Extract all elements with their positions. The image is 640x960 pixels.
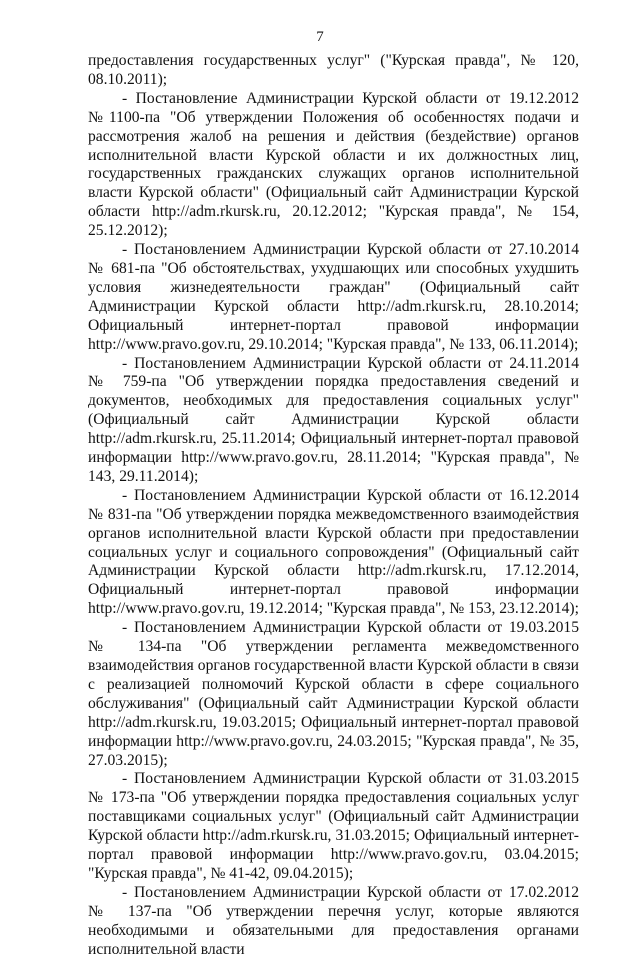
paragraph-resolution-173: - Постановлением Администрации Курской области от 31.03.2015 № 173-па "Об утверждении порядка предоставления социальных услуг поставщиками социальных услуг" (Официальный сайт Администрации Курской области http://adm.rkursk.ru, 31.03.2015; Официальный интернет-портал правовой информации http://www.pravo.gov.ru, 03.04.2015; "Курская правда", № 41-42, 09.04.2015); xyxy=(88,770,579,882)
paragraph-resolution-134: - Постановлением Администрации Курской области от 19.03.2015 № 134-па "Об утверждении регламента межведомственного взаимодействия органов государственной власти Курской области в связи с реализацией полномочий Курской области в сфере социального обслуживания" (Официальный сайт Администрации Курской области http://adm.rkursk.ru, 19.03.2015; Официальный интернет-портал правовой информации http://www.pravo.gov.ru, 24.03.2015; "Курская правда", № 35, 27.03.2015); xyxy=(88,619,579,769)
paragraph-resolution-681: - Постановлением Администрации Курской области от 27.10.2014 № 681-па "Об обстоятельствах, ухудшающих или способных ухудшить условия жизнедеятельности граждан" (Официальный сайт Администрации Курской области http://adm.rkursk.ru, 28.10.2014; Официальный интернет-портал правовой информации http://www.pravo.gov.ru, 29.10.2014; "Курская правда", № 133, 06.11.2014); xyxy=(88,241,579,353)
document-body xyxy=(88,52,579,960)
paragraph-resolution-759: - Постановлением Администрации Курской области от 24.11.2014 № 759-па "Об утверждении порядка предоставления сведений и документов, необходимых для предоставления социальных услуг" (Официальный сайт Администрации Курской области http://adm.rkursk.ru, 25.11.2014; Официальный интернет-портал правовой информации http://www.pravo.gov.ru, 28.11.2014; "Курская правда", № 143, 29.11.2014); xyxy=(88,354,579,485)
paragraph-resolution-137: - Постановлением Администрации Курской области от 17.02.2012 № 137-па "Об утверждении перечня услуг, которые являются необходимыми и обязательными для предоставления органами исполнительной власти xyxy=(88,883,579,958)
page-number: 7 xyxy=(316,29,324,45)
paragraph-resolution-1100: - Постановление Администрации Курской области от 19.12.2012 №1100-па "Об утверждении Положения об особенностях подачи и рассмотрения жалоб на решения и действия (бездействие) органов исполнительной власти Курской области и их должностных лиц, государственных гражданских служащих органов исполнительной власти Курской области" (Официальный сайт Администрации Курской области http://adm.rkursk.ru, 20.12.2012; "Курская правда", № 154, 25.12.2012); xyxy=(88,89,579,240)
paragraph-resolution-831: - Постановлением Администрации Курской области от 16.12.2014 № 831-па "Об утверждении порядка межведомственного взаимодействия органов исполнительной власти Курской области при предоставлении социальных услуг и социального сопровождения" (Официальный сайт Администрации Курской области http://adm.rkursk.ru, 17.12.2014, Официальный интернет-портал правовой информации http://www.pravo.gov.ru, 19.12.2014; "Курская правда", № 153, 23.12.2014); xyxy=(88,486,579,618)
paragraph-continuation: предоставления государственных услуг" ("Курская правда", № 120, 08.10.2011); xyxy=(88,52,579,88)
